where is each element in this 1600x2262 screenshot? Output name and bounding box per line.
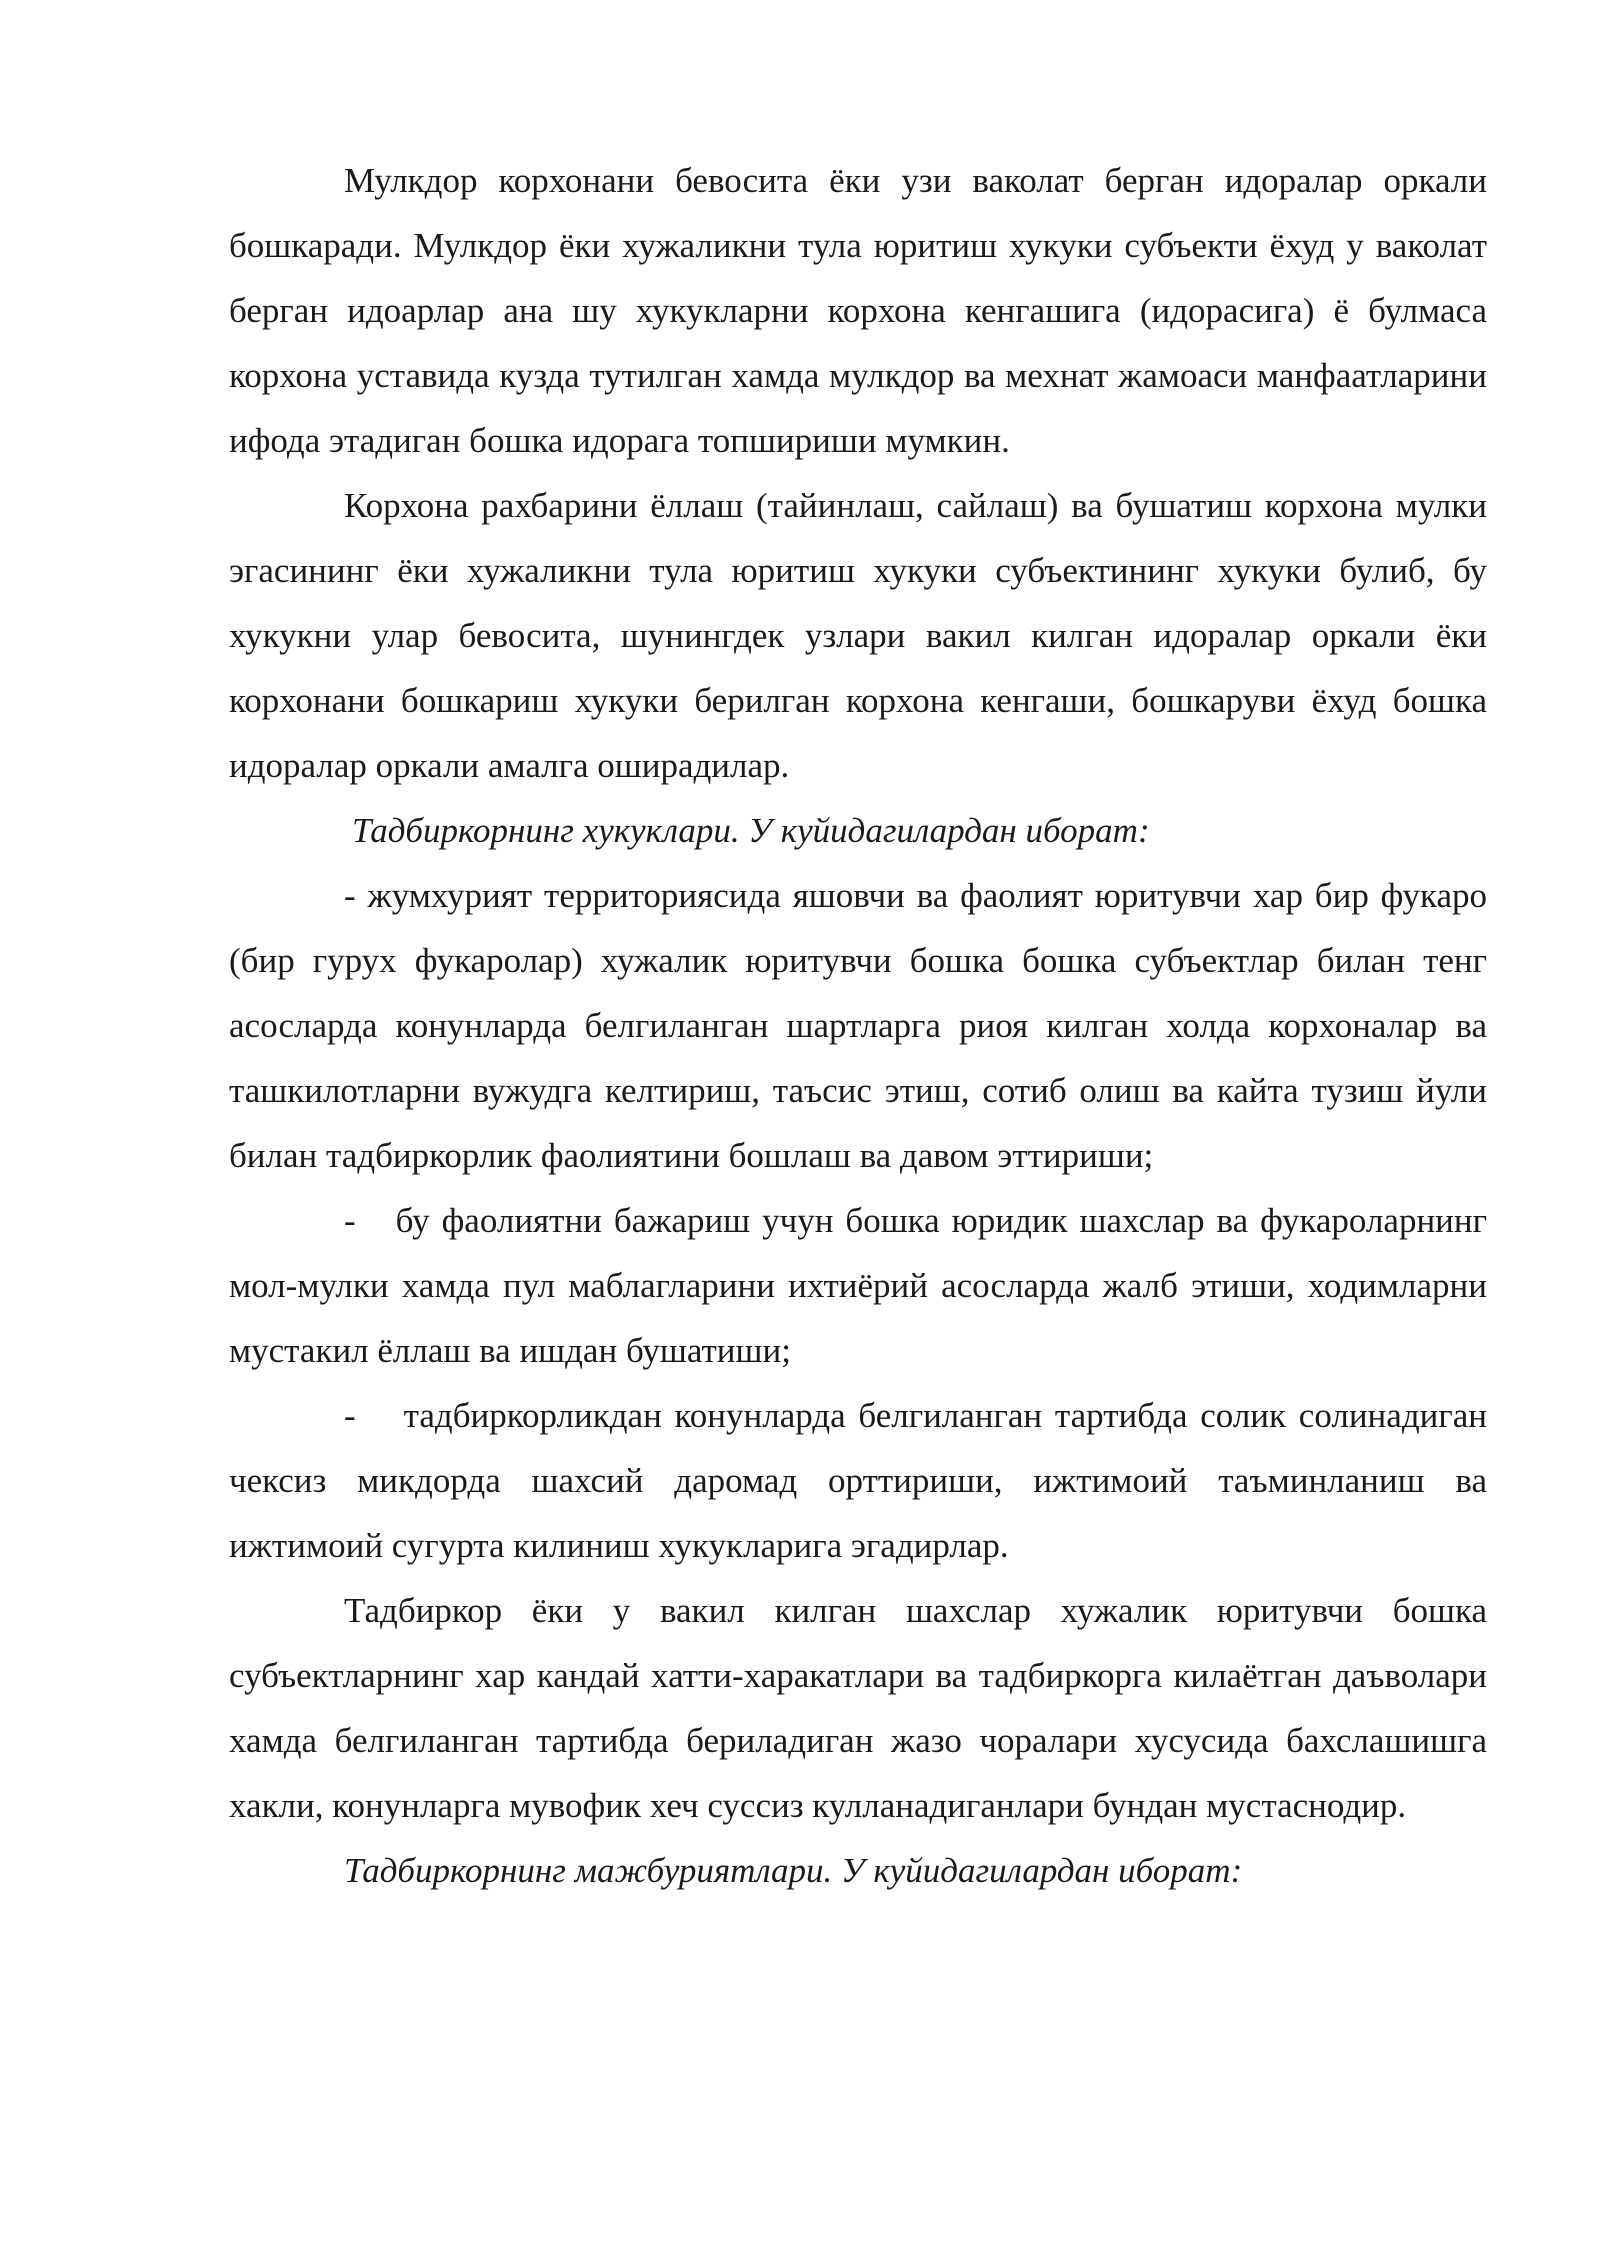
rights-list-item — [229, 1188, 1487, 1383]
rights-list-item — [229, 1383, 1487, 1578]
rights-list-item — [229, 863, 1487, 1188]
list-dash: - — [344, 1201, 356, 1240]
rights-item-text: жумхурият территориясида яшовчи ва фаолият юритувчи хар бир фукаро (бир гурух фукаролар) хужалик юритувчи бошка бошка субъектлар билан тенг асосларда конунларда белгиланган шартларга риоя килган холда корхоналар ва ташкилотларни вужудга келтириш, таъсис этиш, сотиб олиш ва кайта тузиш йули билан тадбиркорлик фаолиятини бошлаш ва давом эттириши; — [229, 876, 1487, 1175]
rights-heading: Тадбиркорнинг хукуклари. У куйидагилардан иборат: — [352, 811, 1150, 850]
duties-heading: Тадбиркорнинг мажбуриятлари. У куйидагилардан иборат: — [344, 1851, 1243, 1890]
paragraph-owner-management: Мулкдор корхонани бевосита ёки узи ваколат берган идоралар оркали бошкаради. Мулкдор ёки хужаликни тула юритиш хукуки субъекти ёхуд у ваколат берган идоарлар ана шу хукукларни корхона кенгашига (идорасига) ё булмаса корхона уставида кузда тутилган хамда мулкдор ва мехнат жамоаси манфаатларини ифода этадиган бошка идорага топшириши мумкин. — [229, 161, 1487, 460]
document-body — [229, 148, 1487, 1903]
rights-item-text: бу фаолиятни бажариш учун бошка юридик шахслар ва фукароларнинг мол-мулки хамда пул маблагларини ихтиёрий асосларда жалб этиши, ходимларни мустакил ёллаш ва ишдан бушатиши; — [229, 1201, 1487, 1370]
paragraph-director-appointment: Корхона рахбарини ёллаш (тайинлаш, сайлаш) ва бушатиш корхона мулки эгасининг ёки хужаликни тула юритиш хукуки субъектининг хукуки булиб, бу хукукни улар бевосита, шунингдек узлари вакил килган идоралар оркали ёки корхонани бошкариш хукуки берилган корхона кенгаши, бошкаруви ёхуд бошка идоралар оркали амалга оширадилар. — [229, 486, 1487, 785]
list-dash: - — [344, 876, 356, 915]
rights-item-text: тадбиркорликдан конунларда белгиланган тартибда солик солинадиган чексиз микдорда шахсий даромад орттириши, ижтимоий таъминланиш ва ижтимоий сугурта килиниш хукукларига эгадирлар. — [229, 1396, 1487, 1565]
list-dash: - — [344, 1396, 356, 1435]
paragraph-entrepreneur-disputes: Тадбиркор ёки у вакил килган шахслар хужалик юритувчи бошка субъектларнинг хар кандай хатти-харакатлари ва тадбиркорга килаётган даъволари хамда белгиланган тартибда бериладиган жазо чоралари хусусида бахслашишга хакли, конунларга мувофик хеч суссиз кулланадиганлари бундан мустаснодир. — [229, 1591, 1487, 1825]
